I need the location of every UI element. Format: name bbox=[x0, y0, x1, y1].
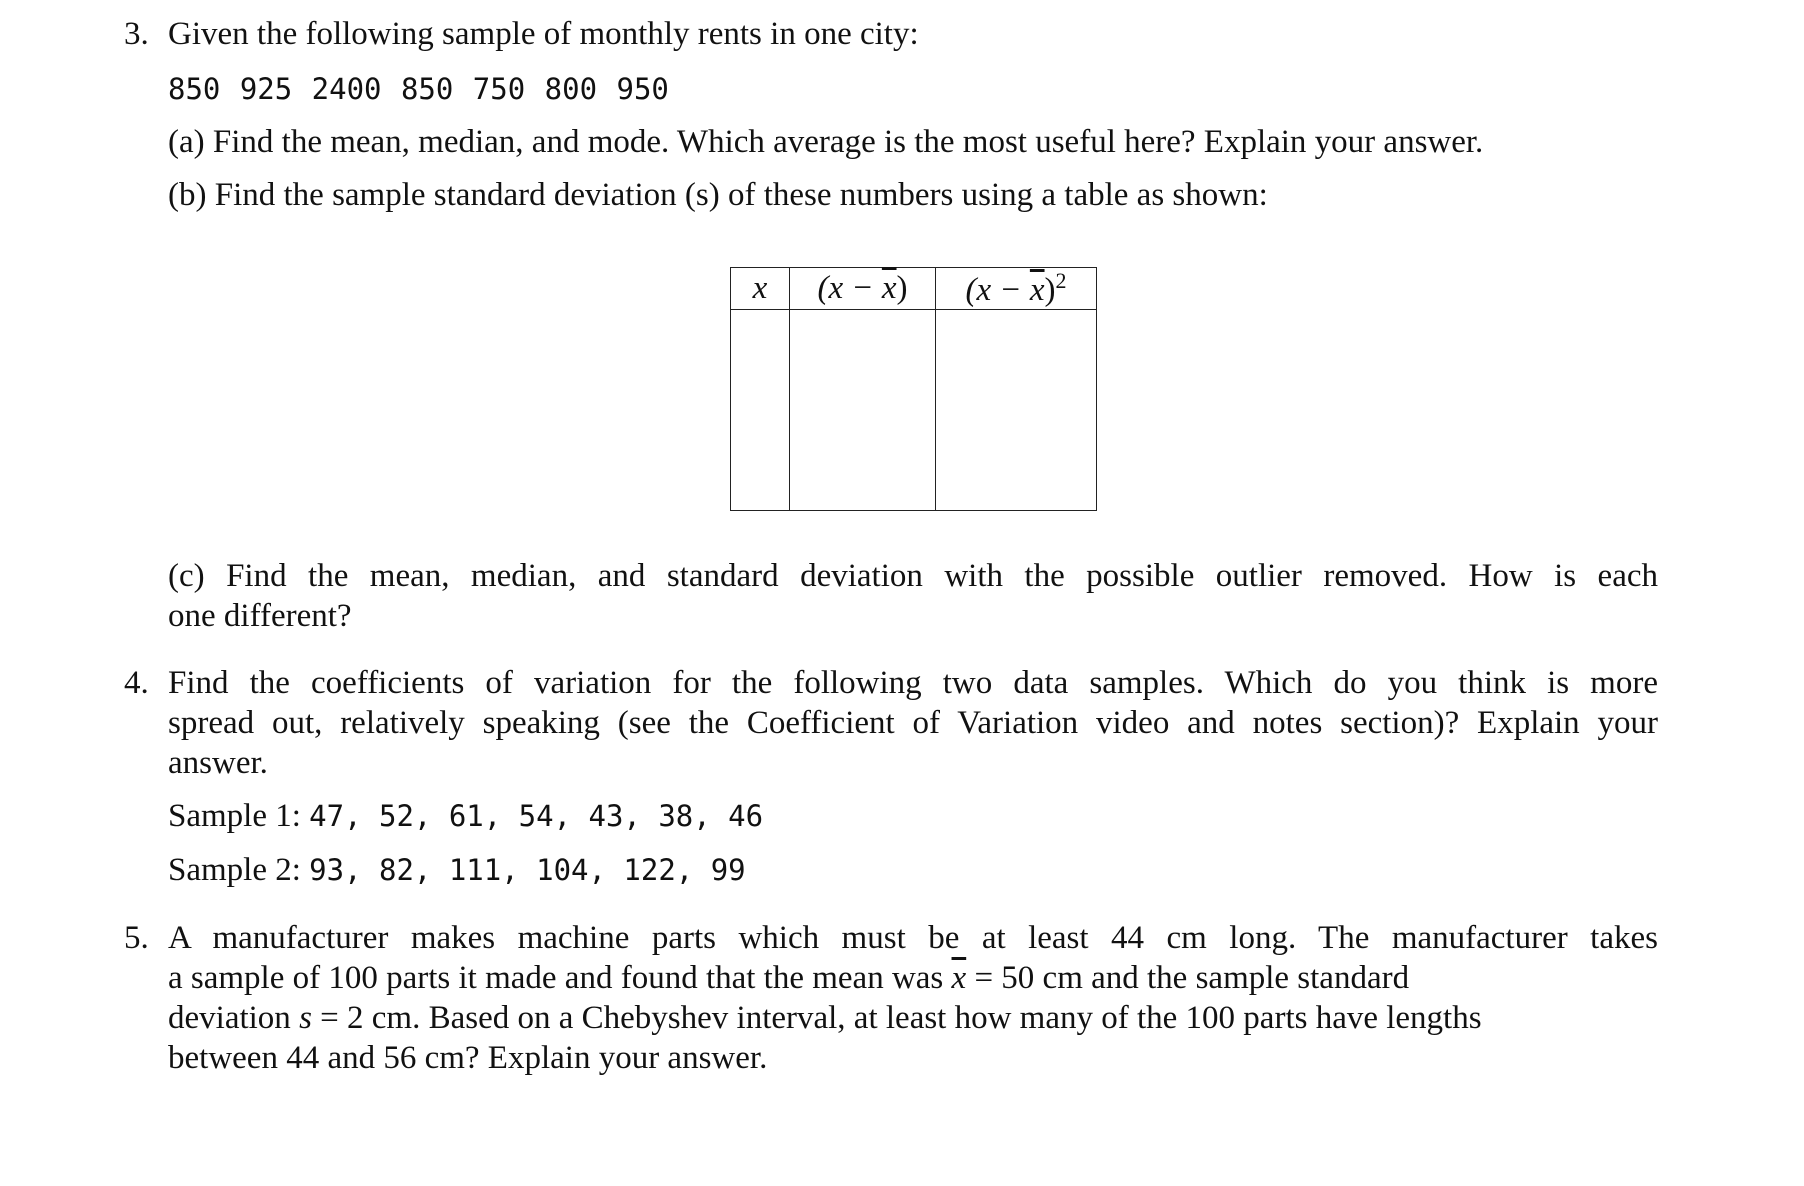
sample-2-line bbox=[168, 852, 746, 889]
problem-3-part-b: (b) Find the sample standard deviation (s) of these numbers using a table as shown: bbox=[168, 177, 1268, 213]
problem-3-prompt: Given the following sample of monthly rents in one city: bbox=[168, 16, 919, 52]
problem-5-line2: a sample of 100 parts it made and found that the mean was $\overline{x} = 50$ cm and the sample standard bbox=[168, 960, 1410, 996]
table-header-squared-deviation: $(x - \overline{x})^2$ bbox=[936, 268, 1097, 310]
s-symbol: s bbox=[299, 1000, 312, 1036]
problem-3-part-c-line1: (c) Find the mean, median, and standard deviation with the possible outlier removed. How is each bbox=[168, 558, 1658, 594]
problem-3-part-c-line2: one different? bbox=[168, 598, 352, 634]
table-body-row bbox=[731, 310, 1097, 511]
problem-3-part-a: (a) Find the mean, median, and mode. Which average is the most useful here? Explain your answer. bbox=[168, 124, 1484, 160]
rent-data-line: 850 925 2400 850 750 800 950 bbox=[168, 72, 669, 106]
x-bar-symbol: $\overline{x}$ bbox=[951, 960, 967, 996]
problem-4-number: 4. bbox=[124, 665, 149, 701]
sample-2-label: Sample 2: bbox=[168, 852, 310, 888]
problem-5-line1: A manufacturer makes machine parts which must be at least 44 cm long. The manufacturer takes bbox=[168, 920, 1658, 956]
problem-5-line3: deviation s = 2 cm. Based on a Chebyshev interval, at least how many of the 100 parts have lengths bbox=[168, 1000, 1482, 1036]
table-header-x: x bbox=[731, 268, 790, 310]
problem-3-number: 3. bbox=[124, 16, 149, 52]
sample-1-label: Sample 1: bbox=[168, 798, 310, 834]
table-cell-deviation bbox=[790, 310, 936, 511]
table-cell-squared-deviation bbox=[936, 310, 1097, 511]
problem-4-line2: spread out, relatively speaking (see the Coefficient of Variation video and notes section)? Explain your bbox=[168, 705, 1658, 741]
table-cell-x bbox=[731, 310, 790, 511]
sample-2-values: 93, 82, 111, 104, 122, 99 bbox=[309, 853, 746, 887]
sample-1-line bbox=[168, 798, 763, 835]
problem-4-line3: answer. bbox=[168, 745, 268, 781]
problem-5-number: 5. bbox=[124, 920, 149, 956]
std-dev-table bbox=[730, 267, 1097, 511]
table-header-deviation: $(x - \overline{x})$ bbox=[790, 268, 936, 310]
problem-4-line1: Find the coefficients of variation for the following two data samples. Which do you think is more bbox=[168, 665, 1658, 701]
table-header-row bbox=[731, 268, 1097, 310]
sample-1-values: 47, 52, 61, 54, 43, 38, 46 bbox=[309, 799, 764, 833]
problem-5-line4: between 44 and 56 cm? Explain your answer. bbox=[168, 1040, 768, 1076]
